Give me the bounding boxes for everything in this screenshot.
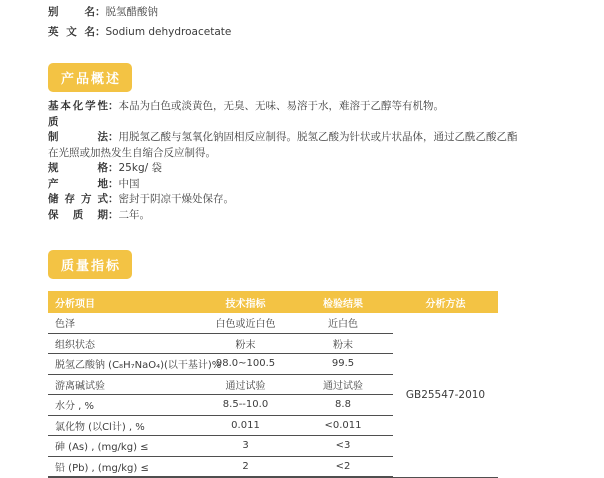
colon-separator xyxy=(108,209,119,221)
colon-separator xyxy=(95,26,106,38)
cell-spec: 通过试验 xyxy=(225,380,266,392)
cell-item: 铅 (Pb) , (mg/kg) ≤ xyxy=(55,462,149,474)
header-cell-technical-spec: 技术指标 xyxy=(225,298,266,310)
overview-item-value: 用脱氢乙酸与氢氧化钠固相反应制得。脱氢乙酸为针状或片状晶体，通过乙酰乙酸乙酯在光照或加热发生自缩合反应制得。 xyxy=(48,131,518,159)
cell-result: <3 xyxy=(335,440,351,452)
cell-result: 近白色 xyxy=(328,319,358,331)
cell-item: 脱氢乙酸钠 (C₈H₇NaO₄)(以干基计)% xyxy=(55,360,222,372)
colon-separator xyxy=(108,131,119,143)
cell-spec: 粉末 xyxy=(235,339,256,351)
alias-value: 脱氢醋酸钠 xyxy=(105,6,158,18)
colon-separator xyxy=(108,100,119,112)
cell-result: 8.8 xyxy=(335,399,351,411)
overview-item-value: 密封于阴凉干燥处保存。 xyxy=(118,193,234,205)
cell-result: 通过试验 xyxy=(323,380,363,392)
cell-result: <0.011 xyxy=(324,419,362,431)
overview-item-label: 基本化学性质 xyxy=(48,100,108,128)
cell-item: 色泽 xyxy=(55,319,75,331)
header-cell-analysis-item: 分析项目 xyxy=(55,298,95,310)
overview-section-badge: 产品概述 xyxy=(48,63,132,92)
cell-spec: 3 xyxy=(242,440,249,452)
overview-item-preparation xyxy=(48,130,526,161)
overview-item-label: 产地 xyxy=(48,177,108,190)
overview-item-value: 25kg/ 袋 xyxy=(118,162,162,174)
cell-item: 砷 (As) , (mg/kg) ≤ xyxy=(55,442,149,454)
cell-item: 水分 , % xyxy=(55,401,95,413)
colon-separator xyxy=(108,178,119,190)
overview-item-label: 储存方式 xyxy=(48,193,108,205)
english-name-label: 英文名 xyxy=(48,26,95,38)
header-cell-analysis-method: 分析方法 xyxy=(425,298,466,310)
table-body xyxy=(48,313,498,478)
header-cell-test-result: 检验结果 xyxy=(323,298,363,310)
cell-spec: 8.5--10.0 xyxy=(222,399,269,411)
overview-item-storage xyxy=(48,192,526,208)
overview-item-value: 中国 xyxy=(118,177,140,190)
overview-item-label: 制法 xyxy=(48,131,108,143)
overview-item-basic-properties xyxy=(48,99,526,130)
overview-item-origin xyxy=(48,177,526,193)
cell-item: 氯化物 (以Cl计) , % xyxy=(55,421,145,433)
english-name-value: Sodium dehydroacetate xyxy=(105,26,232,38)
analysis-method-value: GB25547-2010 xyxy=(405,389,486,401)
product-spec-page xyxy=(48,2,526,478)
overview-item-specification xyxy=(48,161,526,177)
table-header-row xyxy=(48,291,498,313)
colon-separator xyxy=(95,6,106,18)
overview-item-label: 保质期 xyxy=(48,208,108,221)
cell-item: 游离碱试验 xyxy=(55,380,105,392)
overview-item-value: 二年。 xyxy=(118,208,150,221)
english-name-row xyxy=(48,22,526,42)
cell-spec: 白色或近白色 xyxy=(215,319,276,331)
cell-spec: 98.0~100.5 xyxy=(215,358,276,370)
cell-spec: 0.011 xyxy=(231,419,260,431)
alias-row xyxy=(48,2,526,22)
colon-separator xyxy=(108,193,119,205)
cell-spec: 2 xyxy=(242,460,249,472)
quality-section-badge: 质量指标 xyxy=(48,250,132,279)
colon-separator xyxy=(108,162,119,174)
overview-item-value: 本品为白色或淡黄色，无臭、无味、易溶于水，难溶于乙醇等有机物。 xyxy=(118,100,444,112)
overview-item-shelf-life xyxy=(48,208,526,224)
cell-item: 组织状态 xyxy=(55,339,95,351)
overview-section xyxy=(48,99,526,223)
overview-item-label: 规格 xyxy=(48,162,108,174)
cell-result: 粉末 xyxy=(333,339,353,351)
cell-result: <2 xyxy=(335,460,351,472)
cell-result: 99.5 xyxy=(331,358,355,370)
alias-label: 别名 xyxy=(48,6,95,18)
